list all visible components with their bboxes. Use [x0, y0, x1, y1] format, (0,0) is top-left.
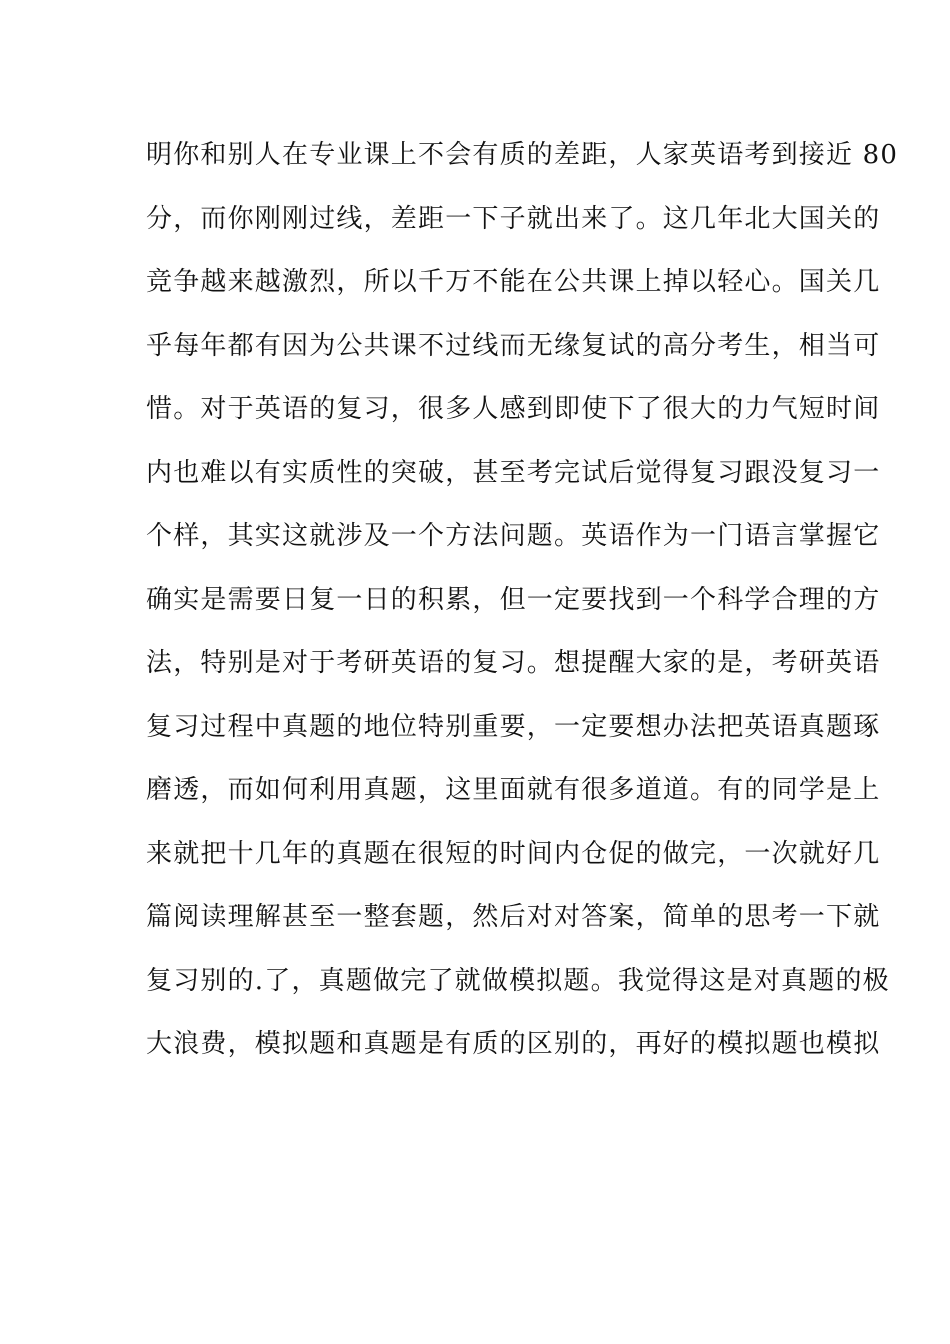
text-line-6: 内也难以有实质性的突破，甚至考完试后觉得复习跟没复习一 — [146, 457, 881, 488]
text-line-3: 竞争越来越激烈，所以千万不能在公共课上掉以轻心。国关几 — [146, 267, 881, 297]
text-line-14: 复习别的.了，真题做完了就做模拟题。我觉得这是对真题的极 — [146, 965, 890, 996]
text-line-15: 大浪费，模拟题和真题是有质的区别的，再好的模拟题也模拟 — [146, 1029, 881, 1059]
text-line-8: 确实是需要日复一日的积累，但一定要找到一个科学合理的方 — [146, 584, 881, 615]
text-line-12: 来就把十几年的真题在很短的时间内仓促的做完，一次就好几 — [146, 838, 881, 869]
text-line-13: 篇阅读理解甚至一整套题，然后对对答案，简单的思考一下就 — [146, 902, 881, 932]
body-text — [146, 128, 899, 1081]
text-line-5: 惜。对于英语的复习，很多人感到即使下了很大的力气短时间 — [146, 394, 881, 424]
text-line-11: 磨透，而如何利用真题，这里面就有很多道道。有的同学是上 — [146, 775, 881, 805]
text-line-4: 乎每年都有因为公共课不过线而无缘复试的高分考生，相当可 — [146, 330, 881, 361]
text-line-9: 法，特别是对于考研英语的复习。想提醒大家的是，考研英语 — [146, 648, 881, 678]
text-line-7: 个样，其实这就涉及一个方法问题。英语作为一门语言掌握它 — [146, 521, 881, 551]
text-line-10: 复习过程中真题的地位特别重要，一定要想办法把英语真题琢 — [146, 711, 881, 742]
text-line-2: 分，而你刚刚过线，差距一下子就出来了。这几年北大国关的 — [146, 203, 881, 234]
text-line-1: 明你和别人在专业课上不会有质的差距，人家英语考到接近 80 — [146, 140, 899, 170]
